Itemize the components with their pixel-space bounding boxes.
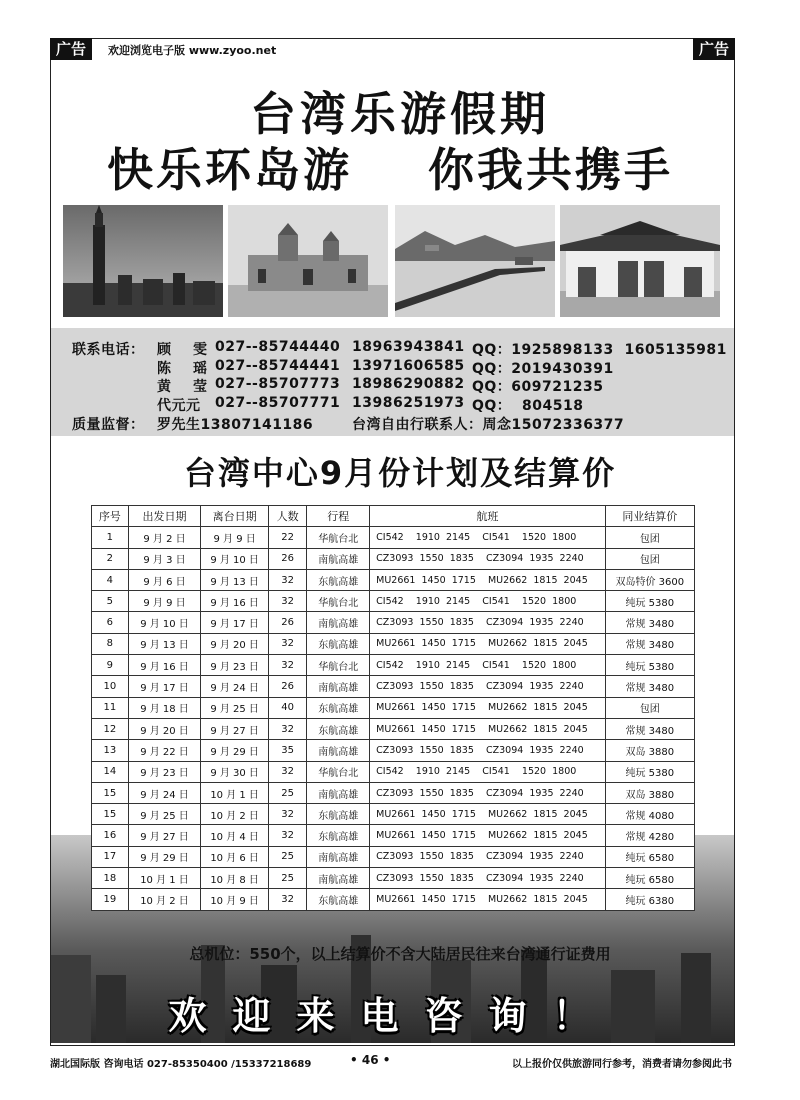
page-number: • 46 • [350, 1053, 391, 1067]
table-cell: CZ3093 1550 1835 CZ3094 1935 2240 [370, 676, 606, 697]
table-cell: 25 [268, 846, 306, 867]
table-cell: CZ3093 1550 1835 CZ3094 1935 2240 [370, 548, 606, 569]
table-cell: 9 月 23 日 [128, 761, 201, 782]
table-cell: CZ3093 1550 1835 CZ3094 1935 2240 [370, 782, 606, 803]
table-cell: 9 月 24 日 [201, 676, 269, 697]
welcome-banner: 欢迎来电咨询！ [168, 993, 617, 1038]
table-row [92, 633, 695, 654]
table-cell: 华航台北 [307, 655, 370, 676]
table-cell: 东航高雄 [307, 697, 370, 718]
table-cell: CZ3093 1550 1835 CZ3094 1935 2240 [370, 846, 606, 867]
table-cell: 8 [92, 633, 129, 654]
table-cell: 15 [92, 804, 129, 825]
table-row [92, 740, 695, 761]
table-cell: 9 月 17 日 [128, 676, 201, 697]
table-cell: 南航高雄 [307, 846, 370, 867]
table-cell: 9 月 22 日 [128, 740, 201, 761]
contact-mobile[interactable]: 18963943841 [352, 339, 465, 355]
table-cell: 10 月 6 日 [201, 846, 269, 867]
contact-qq: QQ：609721235 [472, 379, 604, 395]
contact-name: 代元元 [157, 398, 201, 414]
col-header: 同业结算价 [605, 506, 694, 527]
table-cell: 32 [268, 655, 306, 676]
table-cell: 9 月 9 日 [128, 591, 201, 612]
table-cell: 6 [92, 612, 129, 633]
table-row [92, 718, 695, 739]
contact-name: 陈 瑶 [157, 361, 208, 377]
table-cell: 9 月 13 日 [201, 569, 269, 590]
table-cell: 包团 [605, 548, 694, 569]
table-cell: 15 [92, 782, 129, 803]
contact-mobile[interactable]: 13986251973 [352, 395, 465, 411]
table-cell: 纯玩 6580 [605, 846, 694, 867]
table-cell: CZ3093 1550 1835 CZ3094 1935 2240 [370, 740, 606, 761]
table-cell: 双岛特价 3600 [605, 569, 694, 590]
table-cell: CI542 1910 2145 CI541 1520 1800 [370, 655, 606, 676]
table-header-row [92, 506, 695, 527]
table-cell: 9 月 6 日 [128, 569, 201, 590]
table-cell: 11 [92, 697, 129, 718]
table-cell: 包团 [605, 527, 694, 548]
table-cell: 17 [92, 846, 129, 867]
table-row [92, 655, 695, 676]
table-cell: MU2661 1450 1715 MU2662 1815 2045 [370, 697, 606, 718]
table-cell: 16 [92, 825, 129, 846]
table-cell: 10 月 1 日 [201, 782, 269, 803]
table-cell: 南航高雄 [307, 612, 370, 633]
table-cell: 35 [268, 740, 306, 761]
table-row [92, 569, 695, 590]
table-cell: 10 月 4 日 [201, 825, 269, 846]
table-cell: MU2661 1450 1715 MU2662 1815 2045 [370, 718, 606, 739]
col-header: 序号 [92, 506, 129, 527]
table-row [92, 761, 695, 782]
table-cell: 双岛 3880 [605, 740, 694, 761]
contact-tel[interactable]: 027--85744441 [215, 358, 341, 374]
contact-qq: QQ：1925898133 1605135981 [472, 342, 727, 358]
table-cell: 9 月 29 日 [201, 740, 269, 761]
table-cell: 9 月 24 日 [128, 782, 201, 803]
table-cell: 9 月 25 日 [128, 804, 201, 825]
table-cell: 东航高雄 [307, 718, 370, 739]
contact-qq: QQ： 804518 [472, 398, 584, 414]
table-cell: 9 月 10 日 [201, 548, 269, 569]
table-cell: MU2661 1450 1715 MU2662 1815 2045 [370, 633, 606, 654]
table-cell: 9 月 16 日 [201, 591, 269, 612]
table-cell: 常规 3480 [605, 612, 694, 633]
table-cell: 9 月 13 日 [128, 633, 201, 654]
table-row [92, 697, 695, 718]
table-cell: 纯玩 5380 [605, 761, 694, 782]
table-cell: 32 [268, 569, 306, 590]
table-cell: 常规 4080 [605, 804, 694, 825]
table-cell: 9 月 16 日 [128, 655, 201, 676]
table-cell: 东航高雄 [307, 804, 370, 825]
table-cell: 26 [268, 612, 306, 633]
table-cell: 9 月 20 日 [128, 718, 201, 739]
photo-castle [228, 205, 388, 317]
ad-tag-right: 广告 [693, 38, 735, 60]
table-cell: 纯玩 5380 [605, 655, 694, 676]
table-cell: 常规 3480 [605, 676, 694, 697]
table-cell: 纯玩 6380 [605, 889, 694, 910]
table-cell: 32 [268, 825, 306, 846]
contact-qq: QQ：2019430391 [472, 361, 614, 377]
table-cell: 常规 4280 [605, 825, 694, 846]
table-cell: 南航高雄 [307, 676, 370, 697]
phone-label: 联系电话： [72, 342, 145, 358]
table-cell: 19 [92, 889, 129, 910]
table-cell: 32 [268, 718, 306, 739]
table-row [92, 825, 695, 846]
table-cell: 常规 3480 [605, 718, 694, 739]
headline-title: 台湾乐游假期 [250, 87, 550, 141]
table-cell: 9 [92, 655, 129, 676]
table-cell: 13 [92, 740, 129, 761]
table-cell: 18 [92, 868, 129, 889]
contact-tel[interactable]: 027--85707773 [215, 376, 341, 392]
table-cell: 9 月 27 日 [201, 718, 269, 739]
table-cell: 9 月 10 日 [128, 612, 201, 633]
top-bar [50, 38, 735, 62]
table-cell: 22 [268, 527, 306, 548]
table-cell: 32 [268, 761, 306, 782]
table-cell: 32 [268, 633, 306, 654]
contact-mobile[interactable]: 13971606585 [352, 358, 465, 374]
table-row [92, 782, 695, 803]
table-cell: 9 月 3 日 [128, 548, 201, 569]
table-cell: 9 月 23 日 [201, 655, 269, 676]
table-cell: 9 月 25 日 [201, 697, 269, 718]
table-cell: MU2661 1450 1715 MU2662 1815 2045 [370, 889, 606, 910]
table-cell: CI542 1910 2145 CI541 1520 1800 [370, 527, 606, 548]
table-cell: 南航高雄 [307, 740, 370, 761]
table-cell: CI542 1910 2145 CI541 1520 1800 [370, 591, 606, 612]
table-cell: 9 月 27 日 [128, 825, 201, 846]
table-cell: 东航高雄 [307, 569, 370, 590]
table-row [92, 846, 695, 867]
contact-name: 黄 莹 [157, 379, 208, 395]
seat-notice: 总机位：550个，以上结算价不含大陆居民往来台湾通行证费用 [189, 945, 611, 963]
photo-harbor [395, 205, 555, 317]
table-cell: 华航台北 [307, 591, 370, 612]
table-cell: 华航台北 [307, 761, 370, 782]
photo-taipei-101 [63, 205, 223, 317]
table-cell: 26 [268, 676, 306, 697]
table-cell: MU2661 1450 1715 MU2662 1815 2045 [370, 804, 606, 825]
table-cell: 10 月 1 日 [128, 868, 201, 889]
table-cell: 14 [92, 761, 129, 782]
table-cell: 南航高雄 [307, 548, 370, 569]
supervisor-label: 质量监督： [72, 417, 145, 433]
table-cell: 26 [268, 548, 306, 569]
website-text[interactable]: 欢迎浏览电子版 www.zyoo.net [108, 44, 277, 57]
table-cell: 纯玩 5380 [605, 591, 694, 612]
contact-mobile[interactable]: 18986290882 [352, 376, 465, 392]
col-header: 行程 [307, 506, 370, 527]
table-cell: 25 [268, 782, 306, 803]
table-row [92, 612, 695, 633]
col-header: 人数 [268, 506, 306, 527]
table-cell: 9 月 29 日 [128, 846, 201, 867]
table-cell: 9 月 18 日 [128, 697, 201, 718]
footer-right: 以上报价仅供旅游同行参考，消费者请勿参阅此书 [512, 1059, 732, 1070]
table-cell: 常规 3480 [605, 633, 694, 654]
table-cell: 9 月 2 日 [128, 527, 201, 548]
table-cell: 纯玩 6580 [605, 868, 694, 889]
table-row [92, 591, 695, 612]
schedule-table [91, 505, 695, 911]
table-cell: 东航高雄 [307, 825, 370, 846]
table-cell: 25 [268, 868, 306, 889]
footer-left: 湖北国际版 咨询电话 027-85350400 /15337218689 [50, 1059, 312, 1070]
table-cell: 南航高雄 [307, 782, 370, 803]
table-cell: 32 [268, 804, 306, 825]
table-cell: 12 [92, 718, 129, 739]
table-cell: 10 月 8 日 [201, 868, 269, 889]
table-cell: 4 [92, 569, 129, 590]
table-cell: 1 [92, 527, 129, 548]
table-row [92, 527, 695, 548]
table-cell: 32 [268, 591, 306, 612]
table-row [92, 804, 695, 825]
table-cell: 10 月 2 日 [128, 889, 201, 910]
col-header: 航班 [370, 506, 606, 527]
table-cell: 9 月 30 日 [201, 761, 269, 782]
col-header: 出发日期 [128, 506, 201, 527]
contact-name: 顾 雯 [157, 342, 208, 358]
table-cell: 10 月 9 日 [201, 889, 269, 910]
table-row [92, 548, 695, 569]
table-cell: 南航高雄 [307, 868, 370, 889]
table-cell: MU2661 1450 1715 MU2662 1815 2045 [370, 569, 606, 590]
table-row [92, 676, 695, 697]
table-cell: 9 月 17 日 [201, 612, 269, 633]
table-cell: CZ3093 1550 1835 CZ3094 1935 2240 [370, 612, 606, 633]
table-cell: CZ3093 1550 1835 CZ3094 1935 2240 [370, 868, 606, 889]
table-cell: 东航高雄 [307, 633, 370, 654]
table-cell: MU2661 1450 1715 MU2662 1815 2045 [370, 825, 606, 846]
table-row [92, 889, 695, 910]
contact-tel[interactable]: 027--85707771 [215, 395, 341, 411]
table-cell: 10 [92, 676, 129, 697]
col-header: 离台日期 [201, 506, 269, 527]
free-travel-contact[interactable]: 台湾自由行联系人：周念15072336377 [352, 417, 625, 433]
table-cell: 双岛 3880 [605, 782, 694, 803]
table-cell: 华航台北 [307, 527, 370, 548]
table-cell: 9 月 9 日 [201, 527, 269, 548]
table-cell: 32 [268, 889, 306, 910]
contact-tel[interactable]: 027--85744440 [215, 339, 341, 355]
ad-tag-left: 广告 [50, 38, 92, 60]
schedule-title: 台湾中心9月份计划及结算价 [183, 454, 617, 492]
table-cell: 5 [92, 591, 129, 612]
photo-memorial-gate [560, 205, 720, 317]
table-cell: 东航高雄 [307, 889, 370, 910]
table-row [92, 868, 695, 889]
table-cell: 2 [92, 548, 129, 569]
table-cell: CI542 1910 2145 CI541 1520 1800 [370, 761, 606, 782]
headline-slogan: 快乐环岛游 你我共携手 [106, 143, 674, 197]
table-cell: 包团 [605, 697, 694, 718]
table-cell: 40 [268, 697, 306, 718]
supervisor-contact[interactable]: 罗先生13807141186 [157, 417, 314, 433]
table-cell: 10 月 2 日 [201, 804, 269, 825]
table-cell: 9 月 20 日 [201, 633, 269, 654]
